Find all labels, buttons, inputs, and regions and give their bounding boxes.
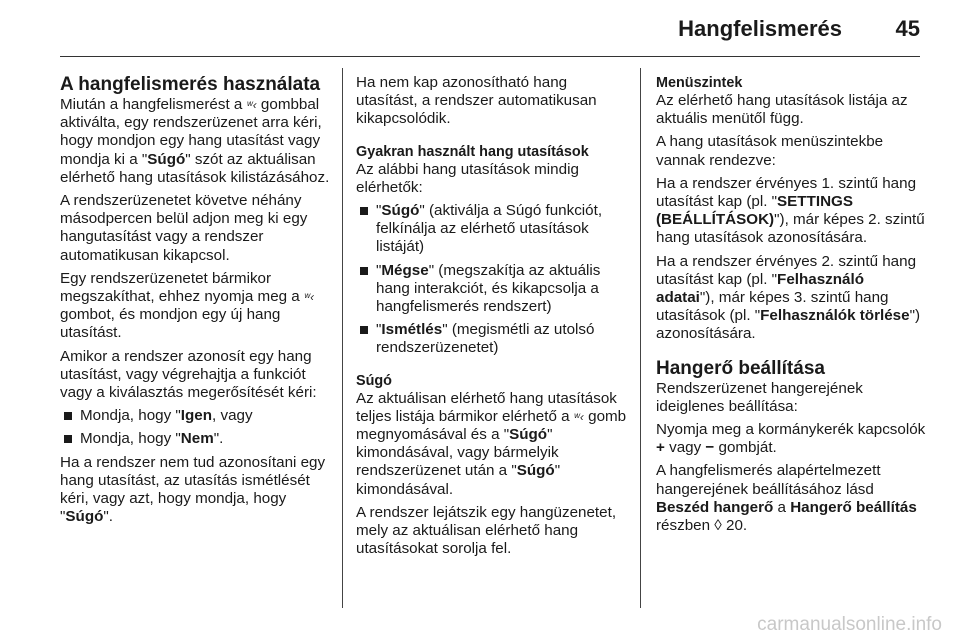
watermark: carmanualsonline.info [757,614,942,635]
plus-icon: + [656,439,665,457]
subsection-heading: Gyakran használt hang utasítások [356,143,589,160]
section-heading: A hangfelismerés használata [60,74,321,95]
paragraph: Az aktuálisan elérhető hang utasítások teljes listája bármikor elérhető a ʷ‹ gomb megnyomásával és a "Súgó" kimondásával, vagy bármelyik rendszerüzenet után a "Súgó" kimondásával. [356,389,627,498]
list-item: "Ismétlés" (megismétli az utolsó rendszerüzenetet) [356,321,628,357]
paragraph: Ha a rendszer érvényes 1. szintű hang utasítást kap (pl. "SETTINGS (BEÁLLÍTÁSOK)"), már képes 2. szintű hang utasítások azonosítására. [656,174,925,247]
bullet-icon [360,326,368,334]
list-item: "Súgó" (aktiválja a Súgó funkciót, felkínálja az elérhető utasítások listáját) [356,202,628,257]
paragraph: Amikor a rendszer azonosít egy hang utasítást, vagy végrehajtja a funkciót vagy a kiválasztás megerősítését kéri: [60,347,317,402]
voice-recognition-icon: ʷ‹ [573,409,584,424]
paragraph: Miután a hangfelismerést a ʷ‹ gombbal aktiválta, egy rendszerüzenet arra kéri, hogy mondjon egy hang utasítást vagy mondja ki a "Súgó" szót az aktuálisan elérhető hang utasítások kilistázásához. [60,96,330,186]
page-ref-arrow-icon: ◊ [714,517,722,535]
paragraph: Rendszerüzenet hangerejének ideiglenes beállítása: [656,379,863,415]
page-title: Hangfelismerés [678,16,842,41]
paragraph: Ha nem kap azonosítható hang utasítást, a rendszer automatikusan kikapcsolódik. [356,74,597,128]
list-item: Mondja, hogy "Nem". [60,430,330,448]
column-3 [656,74,926,540]
column-divider [342,68,343,608]
column-2 [356,74,628,563]
paragraph: A hangfelismerés alapértelmezett hangerejének beállításához lásd Beszéd hangerő a Hangerő beállítás részben ◊ 20. [656,462,917,535]
paragraph: Ha a rendszer nem tud azonosítani egy hang utasítást, az utasítás ismétlését kéri, vagy azt, hogy mondja, hogy "Súgó". [60,453,326,526]
subsection-heading: Súgó [356,372,392,389]
paragraph: A rendszerüzenetet követve néhány másodpercen belül adjon meg ki egy hangutasítást vagy a rendszer automatikusan kikapcsol. [60,192,308,264]
bullet-icon [360,207,368,215]
minus-icon: − [705,439,715,457]
page-header [60,0,920,57]
paragraph: Az alábbi hang utasítások mindig elérhetők: [356,160,579,196]
column-divider [640,68,641,608]
list-item: Mondja, hogy "Igen, vagy [60,407,330,425]
subsection-heading: Menüszintek [656,75,743,91]
paragraph: A rendszer lejátszik egy hangüzenetet, mely az aktuálisan elérhető hang utasításokat sorolja fel. [356,503,617,558]
section-heading: Hangerő beállítása [656,357,825,379]
list-item: "Mégse" (megszakítja az aktuális hang interakciót, és kikapcsolja a hangfelismerés rendszert) [356,262,628,317]
paragraph: Egy rendszerüzenetet bármikor megszakíthat, ehhez nyomja meg a ʷ‹ gombot, és mondjon egy új hang utasítást. [60,269,315,342]
paragraph: Az elérhető hang utasítások listája az aktuális menütől függ. [656,92,908,128]
bullet-list [356,202,628,358]
page-number: 45 [895,16,920,41]
bullet-icon [360,267,368,275]
bullet-icon [64,435,72,443]
voice-recognition-icon: ʷ‹ [303,290,315,305]
paragraph: Ha a rendszer érvényes 2. szintű hang utasítást kap (pl. "Felhasználó adatai"), már képes 3. szintű hang utasítások (pl. "Felhasználók törlése") azonosítására. [656,252,921,343]
paragraph: A hang utasítások menüszintekbe vannak rendezve: [656,133,884,169]
column-1 [60,74,330,531]
bullet-list [60,407,330,448]
paragraph: Nyomja meg a kormánykerék kapcsolók + vagy − gombját. [656,421,926,457]
voice-recognition-icon: ʷ‹ [246,98,257,112]
bullet-icon [64,412,72,420]
